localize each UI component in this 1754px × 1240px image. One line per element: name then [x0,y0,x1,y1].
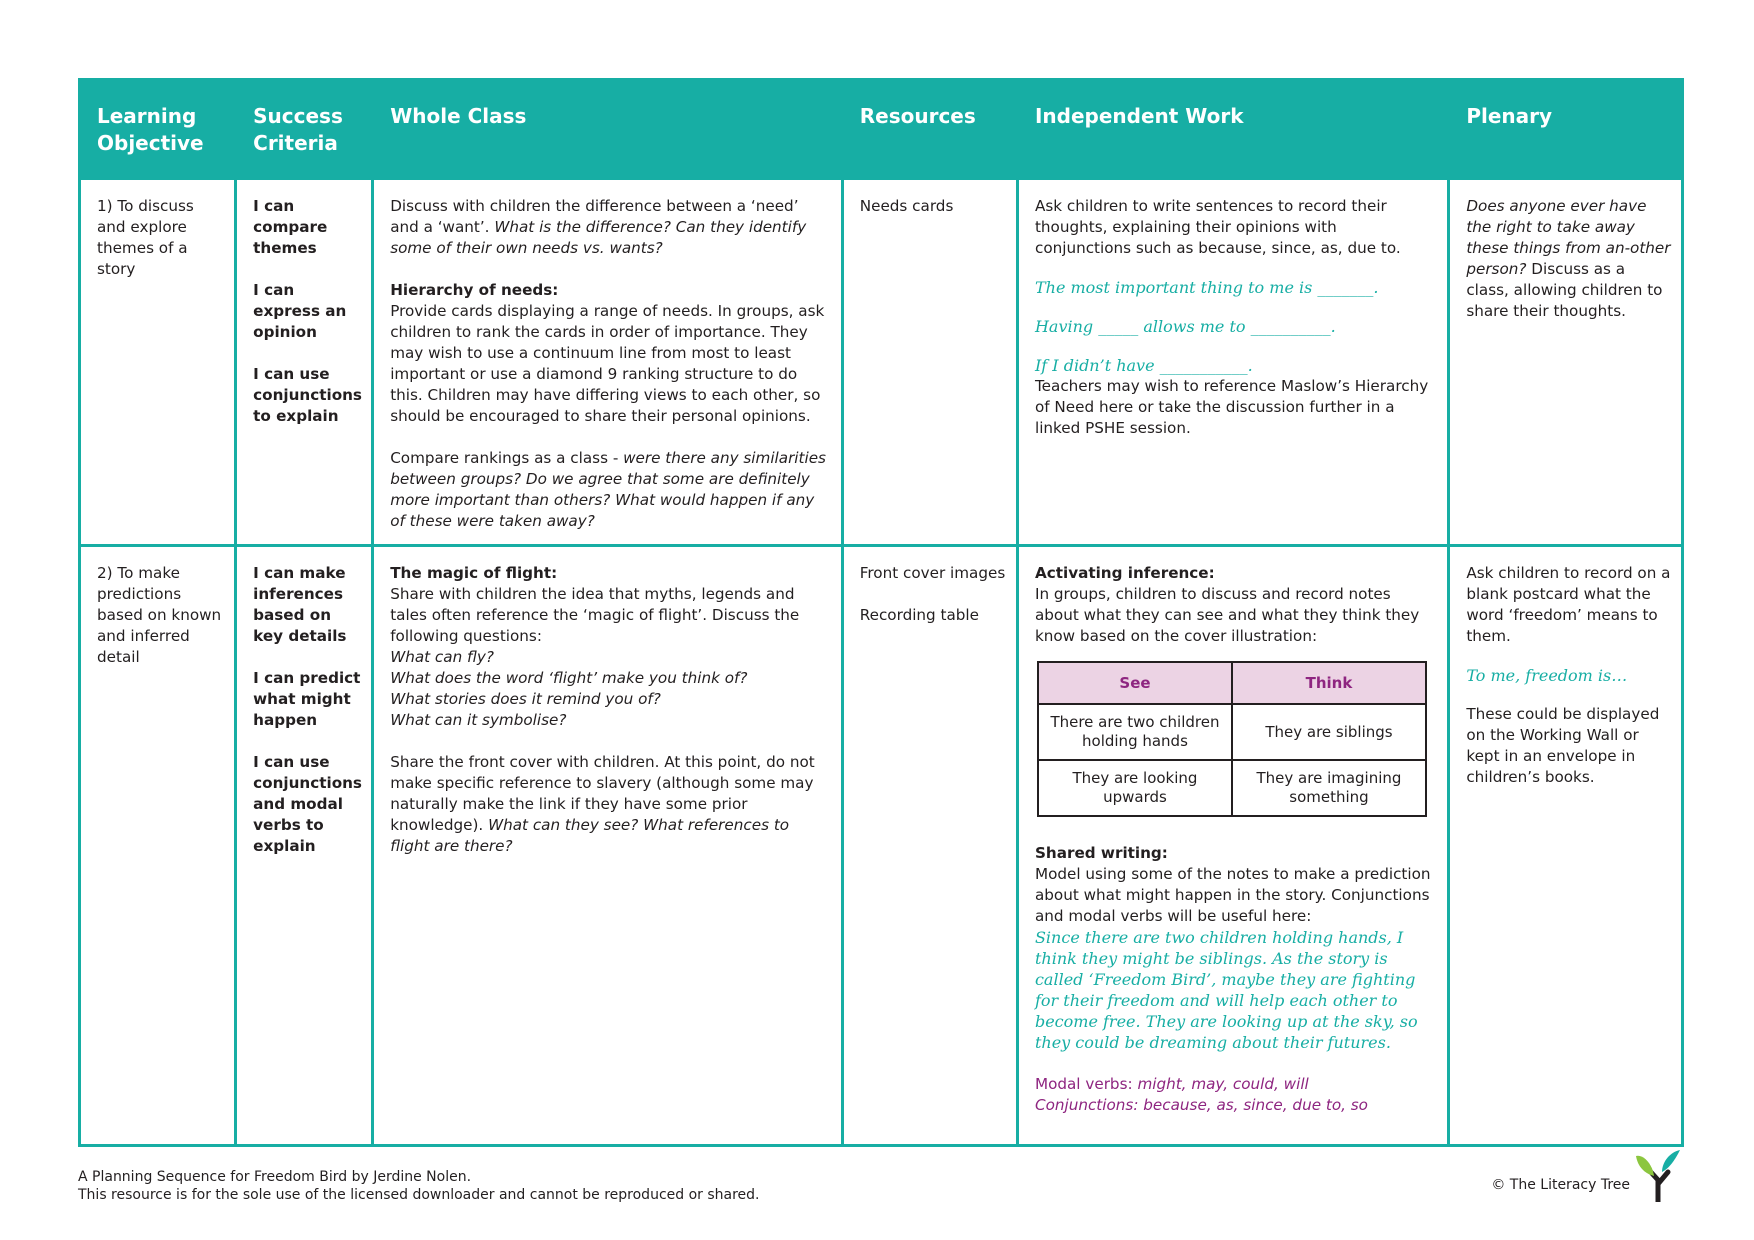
footer-title: A Planning Sequence for Freedom Bird by Jerdine Nolen. [78,1169,472,1185]
independent-cell [1017,546,1448,1146]
criteria-item: I can use conjunctions and modal verbs to explain [253,753,362,855]
shared-writing-body: Model using some of the notes to make a prediction about what might happen in the story. Conjunctions and modal verbs will be useful here: [1034,865,1431,925]
header-independent-work: Independent Work [1017,80,1448,179]
discussion-question: What stories does it remind you of? [390,690,661,708]
section-heading: Hierarchy of needs: [390,281,559,299]
think-cell: They are imagining something [1232,760,1426,816]
section-heading: Activating inference: [1034,564,1215,582]
resources-cell [842,179,1017,546]
plenary-cell [1449,546,1683,1146]
recording-table-row [1038,760,1426,816]
independent-intro: In groups, children to discuss and record notes about what they can see and what they think they know based on the cover illustration: [1034,585,1420,645]
header-plenary: Plenary [1449,80,1683,179]
header-success-criteria: Success Criteria [236,80,373,179]
discussion-question: What does the word ‘flight’ make you think of? [390,669,748,687]
tree-logo-icon [1636,1150,1680,1202]
section-heading: Shared writing: [1034,844,1168,862]
discussion-question: What can it symbolise? [390,711,567,729]
plenary-intro: Ask children to record on a blank postcard what the word ‘freedom’ means to them. [1466,564,1671,645]
resource-item: Recording table [859,606,979,624]
sentence-stem: To me, freedom is… [1466,666,1628,685]
whole-class-share: Share the front cover with children. At this point, do not make specific reference to slavery (although some may naturally make the link if they have some prior knowledge). What can they see? What references to flight are there? [390,753,815,855]
resource-item: Needs cards [859,197,954,215]
think-header: Think [1232,662,1426,704]
objective-text: 1) To discuss and explore themes of a story [97,197,194,278]
objective-cell [80,179,236,546]
section-heading: The magic of flight: [390,564,558,582]
criteria-item: I can make inferences based on key details [253,564,347,645]
header-whole-class: Whole Class [373,80,843,179]
independent-cell [1017,179,1448,546]
whole-class-intro: Discuss with children the difference between a ‘need’ and a ‘want’. What is the difference? Can they identify some of their own needs vs. wants? [390,197,807,257]
recording-table [1037,661,1427,817]
whole-class-body: Provide cards displaying a range of needs. In groups, ask children to rank the cards in order of importance. They may wish to use a continuum line from most to least important or use a diamond 9 ranking structure to do this. Children may have differing views to each other, so should be encouraged to share their personal opinions. [390,302,825,425]
criteria-cell [236,546,373,1146]
think-cell: They are siblings [1232,704,1426,760]
plenary-cell [1449,179,1683,546]
recording-table-row [1038,704,1426,760]
planning-table [78,78,1684,1147]
modal-verbs: Modal verbs: might, may, could, will [1034,1075,1309,1093]
independent-intro: Ask children to write sentences to record their thoughts, explaining their opinions with conjunctions such as because, since, as, due to. [1034,197,1401,257]
plenary-outro: These could be displayed on the Working Wall or kept in an envelope in children’s books. [1466,705,1660,786]
model-writing: Since there are two children holding hands, I think they might be siblings. As the story is called ‘Freedom Bird’, maybe they are fighting for their freedom and will help each other to become free. They are looking up at the sky, so they could be dreaming about their futures. [1034,928,1418,1052]
sentence-stem: Having _____ allows me to __________. [1034,317,1336,336]
objective-cell [80,546,236,1146]
copyright: © The Literacy Tree [1491,1177,1630,1193]
criteria-item: I can compare themes [253,197,328,257]
header-learning-objective: Learning Objective [80,80,236,179]
conjunctions-list: Conjunctions: because, as, since, due to, so [1034,1096,1368,1114]
resource-item: Front cover images [859,564,1006,582]
plenary-text: Does anyone ever have the right to take away these things from an-other person? Discuss as a class, allowing children to share their thoughts. [1466,197,1671,320]
criteria-item: I can use conjunctions to explain [253,365,362,425]
criteria-item: I can predict what might happen [253,669,361,729]
see-cell: There are two children holding hands [1038,704,1232,760]
objective-text: 2) To make predictions based on known and inferred detail [97,564,222,666]
footer-licence: This resource is for the sole use of the licensed downloader and cannot be reproduced or shared. [78,1187,760,1203]
whole-class-compare: Compare rankings as a class - were there any similarities between groups? Do we agree that some are definitely more important than others? What would happen if any of these were taken away? [390,449,826,530]
see-cell: They are looking upwards [1038,760,1232,816]
table-row [80,179,1683,546]
header-resources: Resources [842,80,1017,179]
whole-class-cell [373,546,843,1146]
footer [78,1168,760,1204]
whole-class-body: Share with children the idea that myths, legends and tales often reference the ‘magic of flight’. Discuss the following questions: [390,585,800,645]
resources-cell [842,546,1017,1146]
independent-note: Teachers may wish to reference Maslow’s Hierarchy of Need here or take the discussion further in a linked PSHE session. [1034,377,1429,437]
criteria-item: I can express an opinion [253,281,347,341]
whole-class-cell [373,179,843,546]
see-header: See [1038,662,1232,704]
table-row [80,546,1683,1146]
recording-table-header [1038,662,1426,704]
header-row [80,80,1683,179]
discussion-question: What can fly? [390,648,494,666]
sentence-stem: If I didn’t have ___________. [1034,356,1253,375]
sentence-stem: The most important thing to me is _______. [1034,278,1379,297]
criteria-cell [236,179,373,546]
